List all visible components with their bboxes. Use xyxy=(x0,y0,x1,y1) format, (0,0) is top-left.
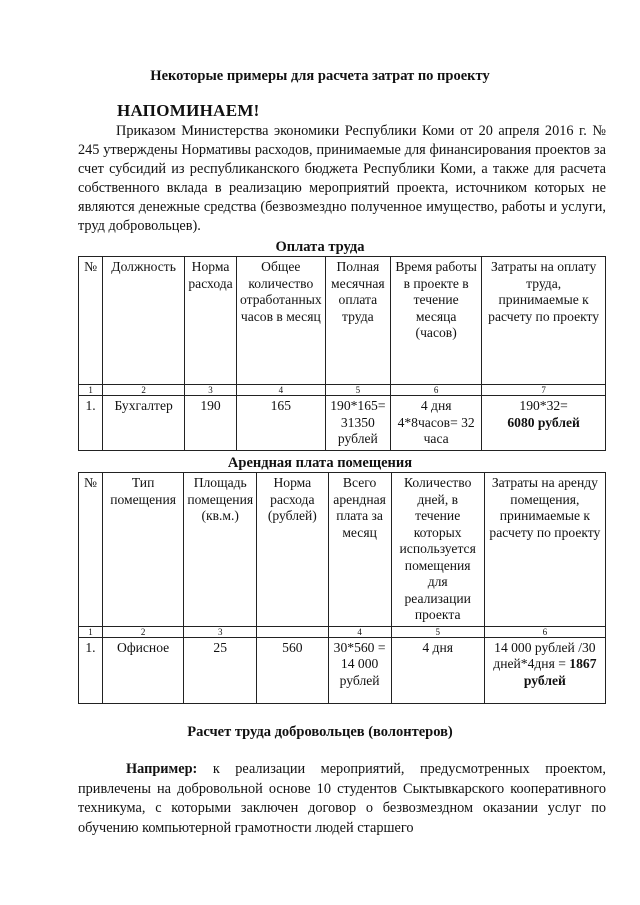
rent-caption: Арендная плата помещения xyxy=(227,455,413,471)
header-cell: Площадь помещения (кв.м.) xyxy=(184,473,257,627)
header-cell: Должность xyxy=(103,257,185,385)
header-cell: Количество дней, в течение которых используется помещения для реализации проекта xyxy=(391,473,484,627)
example-text: к реализации мероприятий, предусмотренных проектом, привлечены на добровольной основе 10 студентов Сыктывкарского кооперативного техникума, с которыми заключен договор о безвозмездном оказании услуг по обучению компьютерной грамотности людей старшего xyxy=(78,761,606,836)
header-cell: Норма расхода (рублей) xyxy=(257,473,329,627)
header-cell: № xyxy=(79,257,103,385)
area-cell: 25 xyxy=(184,637,257,703)
table-header-row xyxy=(79,257,606,385)
payroll-table xyxy=(78,256,606,451)
column-number: 3 xyxy=(184,626,257,637)
column-number: 2 xyxy=(103,385,185,396)
column-number: 6 xyxy=(391,385,482,396)
volunteers-heading: Расчет труда добровольцев (волонтеров) xyxy=(187,724,453,740)
column-number-row xyxy=(79,385,606,396)
reminder-heading: НАПОМИНАЕМ! xyxy=(117,101,260,120)
column-number: 3 xyxy=(185,385,237,396)
cost-result: 1867 рублей xyxy=(523,656,597,688)
payroll-caption: Оплата труда xyxy=(275,239,365,255)
project-time-days: 4 дня xyxy=(420,398,452,413)
column-number: 1 xyxy=(79,626,103,637)
days-cell: 4 дня xyxy=(391,637,484,703)
premises-type-cell: Офисное xyxy=(102,637,183,703)
column-number xyxy=(257,626,329,637)
header-cell: № xyxy=(79,473,103,627)
column-number: 5 xyxy=(325,385,390,396)
monthly-pay-cell: 190*165= 31350 рублей xyxy=(325,396,390,451)
example-paragraph xyxy=(78,760,606,838)
rate-cell: 560 xyxy=(257,637,329,703)
project-time-hours: 4*8часов= 32 часа xyxy=(397,414,475,446)
table-row xyxy=(79,637,606,703)
column-number: 4 xyxy=(236,385,325,396)
table-row xyxy=(79,396,606,451)
cost-formula: 14 000 рублей /30 дней*4дня = xyxy=(493,639,596,671)
table-header-row xyxy=(79,473,606,627)
header-cell: Затраты на оплату труда, принимаемые к расчету по проекту xyxy=(482,257,606,385)
column-number: 4 xyxy=(328,626,391,637)
header-cell: Тип помещения xyxy=(102,473,183,627)
header-cell: Всего арендная плата за месяц xyxy=(328,473,391,627)
column-number: 1 xyxy=(79,385,103,396)
project-time-cell xyxy=(391,396,482,451)
cost-cell xyxy=(484,637,605,703)
header-cell: Полная месячная оплата труда xyxy=(325,257,390,385)
header-cell: Затраты на аренду помещения, принимаемые к расчету по проекту xyxy=(484,473,605,627)
column-number-row xyxy=(79,626,606,637)
row-number: 1. xyxy=(79,396,103,451)
column-number: 7 xyxy=(482,385,606,396)
example-label: Например: xyxy=(126,761,198,777)
cost-cell xyxy=(482,396,606,451)
reminder-paragraph: Приказом Министерства экономики Республики Коми от 20 апреля 2016 г. № 245 утверждены Нормативы расходов, принимаемые для финансирования проектов за счет субсидий из республиканского бюджета Республики Коми, а также для расчета собственного вклада в реализацию мероприятий проекта, источником которых не являются денежные средства (безвозмездно полученное имущество, работы и услуги, труд добровольцев). xyxy=(78,123,606,234)
total-rent-cell: 30*560 = 14 000 рублей xyxy=(328,637,391,703)
header-cell: Общее количество отработанных часов в месяц xyxy=(236,257,325,385)
header-cell: Норма расхода xyxy=(185,257,237,385)
column-number: 2 xyxy=(102,626,183,637)
cost-formula: 190*32= xyxy=(519,398,568,413)
column-number: 6 xyxy=(484,626,605,637)
column-number: 5 xyxy=(391,626,484,637)
page-title: Некоторые примеры для расчета затрат по проекту xyxy=(150,68,490,84)
position-cell: Бухгалтер xyxy=(103,396,185,451)
header-cell: Время работы в проекте в течение месяца (часов) xyxy=(391,257,482,385)
row-number: 1. xyxy=(79,637,103,703)
rate-cell: 190 xyxy=(185,396,237,451)
rent-table xyxy=(78,472,606,704)
hours-cell: 165 xyxy=(236,396,325,451)
cost-result: 6080 рублей xyxy=(507,414,580,430)
